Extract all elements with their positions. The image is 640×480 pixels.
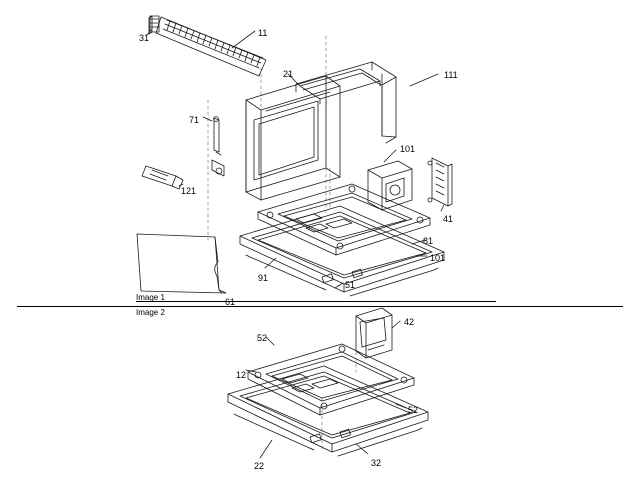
part-71-hinge-pin — [212, 117, 224, 176]
leader-22 — [260, 440, 272, 458]
caption-image-1: Image 1 — [136, 293, 165, 302]
leader-32 — [356, 444, 368, 454]
part-11-vent-strip — [156, 17, 266, 76]
callout-52-right: 52 — [408, 405, 419, 415]
caption-image-2: Image 2 — [136, 308, 165, 317]
part-121-latch — [142, 166, 183, 189]
leader-42 — [392, 321, 400, 328]
leader-101a — [384, 150, 396, 162]
leader-52a — [266, 337, 274, 345]
part-61-panel — [137, 234, 226, 293]
leader-41 — [441, 205, 444, 211]
leader-51 — [335, 283, 343, 288]
part-42-control-module — [356, 308, 392, 358]
callout-71: 71 — [189, 115, 200, 125]
oven-base-assembly-2 — [228, 344, 428, 456]
callout-32: 32 — [371, 458, 382, 468]
leader-71 — [203, 117, 212, 121]
callout-101-upper: 101 — [400, 144, 416, 154]
callout-12: 12 — [236, 370, 247, 380]
callout-101-lower: 101 — [430, 253, 446, 263]
part-111-cabinet-wrap — [296, 62, 396, 143]
callout-91: 91 — [258, 273, 269, 283]
callout-31: 31 — [139, 33, 150, 43]
part-41-terminal-bracket — [428, 158, 452, 206]
callout-61: 61 — [225, 297, 236, 307]
callout-52-top: 52 — [257, 333, 268, 343]
callout-21: 21 — [283, 69, 294, 79]
callout-121: 121 — [181, 186, 197, 196]
leader-111 — [410, 74, 438, 86]
callout-41: 41 — [443, 214, 454, 224]
callout-51: 51 — [345, 280, 356, 290]
callout-81: 81 — [423, 236, 434, 246]
callout-22: 22 — [254, 461, 265, 471]
divider-image2 — [17, 306, 623, 307]
callout-111: 111 — [444, 70, 458, 80]
divider-image1 — [136, 301, 496, 302]
callout-11: 11 — [258, 28, 268, 38]
callout-42: 42 — [404, 317, 415, 327]
oven-base-assembly-1 — [240, 184, 444, 296]
leader-11 — [232, 31, 255, 48]
